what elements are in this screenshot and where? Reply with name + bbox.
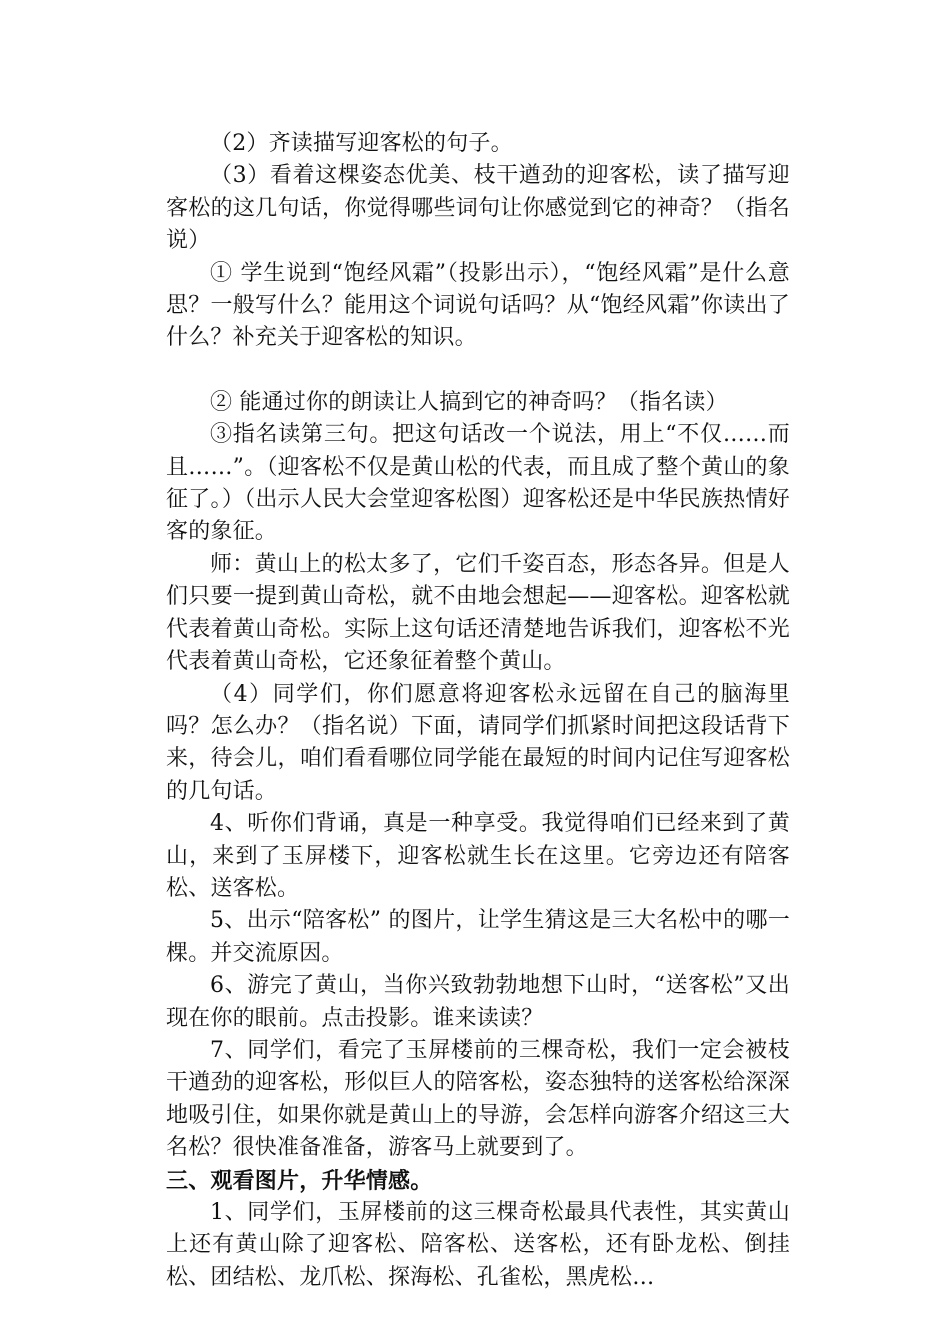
paragraph-read-aloud: ② 能通过你的朗读让人搞到它的神奇吗？（指名读） [210,389,728,415]
paragraph-other-pines: 1、同学们，玉屏楼前的这三棵奇松最具代表性，其实黄山上还有黄山除了迎客松、陪客松、送客松，还有卧龙松、倒挂松、团结松、龙爪松、探海松、孔雀松，黑虎松… [166,1200,790,1290]
paragraph-tour-guide: 7、同学们，看完了玉屏楼前的三棵奇松，我们一定会被枝干遒劲的迎客松，形似巨人的陪客松，姿态独特的送客松给深深地吸引住，如果你就是黄山上的导游，会怎样向游客介绍这三大名松？很快准备准备，游客马上就要到了。 [166,1037,790,1161]
paragraph-recite: 4、听你们背诵，真是一种享受。我觉得咱们已经来到了黄山，来到了玉屏楼下，迎客松就生长在这里。它旁边还有陪客松、送客松。 [166,811,790,901]
paragraph-read-sentences: （2）齐读描写迎客松的句子。 [210,131,513,156]
paragraph-farewell-pine: 6、游完了黄山，当你兴致勃勃地想下山时，“送客松”又出现在你的眼前。点击投影。谁来读读？ [166,973,790,1031]
paragraph-question-words: （3）看着这棵姿态优美、枝干遒劲的迎客松，读了描写迎客松的这几句话，你觉得哪些词句让你感觉到它的神奇？（指名说） [166,163,790,254]
paragraph-weathered: ① 学生说到“饱经风霜”（投影出示），“饱经风霜”是什么意思？一般写什么？能用这个词说句话吗？从“饱经风霜”你读出了什么？补充关于迎客松的知识。 [166,260,790,351]
paragraph-memorize: （4）同学们，你们愿意将迎客松永远留在自己的脑海里吗？怎么办？（指名说）下面，请同学们抓紧时间把这段话背下来，待会儿，咱们看看哪位同学能在最短的时间内记住写迎客松的几句话。 [166,681,790,804]
document-page [166,128,790,1294]
paragraph-teacher: 师：黄山上的松太多了，它们千姿百态，形态各异。但是人们只要一提到黄山奇松，就不由地会想起——迎客松。迎客松就代表着黄山奇松。实际上这句话还清楚地告诉我们，迎客松不光代表着黄山奇松，它还象征着整个黄山。 [166,551,790,675]
paragraph-companion-pine: 5、出示“陪客松” 的图片，让学生猜这是三大名松中的哪一棵。并交流原因。 [166,908,790,966]
section-heading: 三、观看图片，升华情感。 [166,1167,433,1194]
paragraph-third-sentence: ③指名读第三句。把这句话改一个说法，用上“不仅……而且……”。（迎客松不仅是黄山松的代表，而且成了整个黄山的象征了。）（出示人民大会堂迎客松图）迎客松还是中华民族热情好客的象征。 [166,422,790,545]
